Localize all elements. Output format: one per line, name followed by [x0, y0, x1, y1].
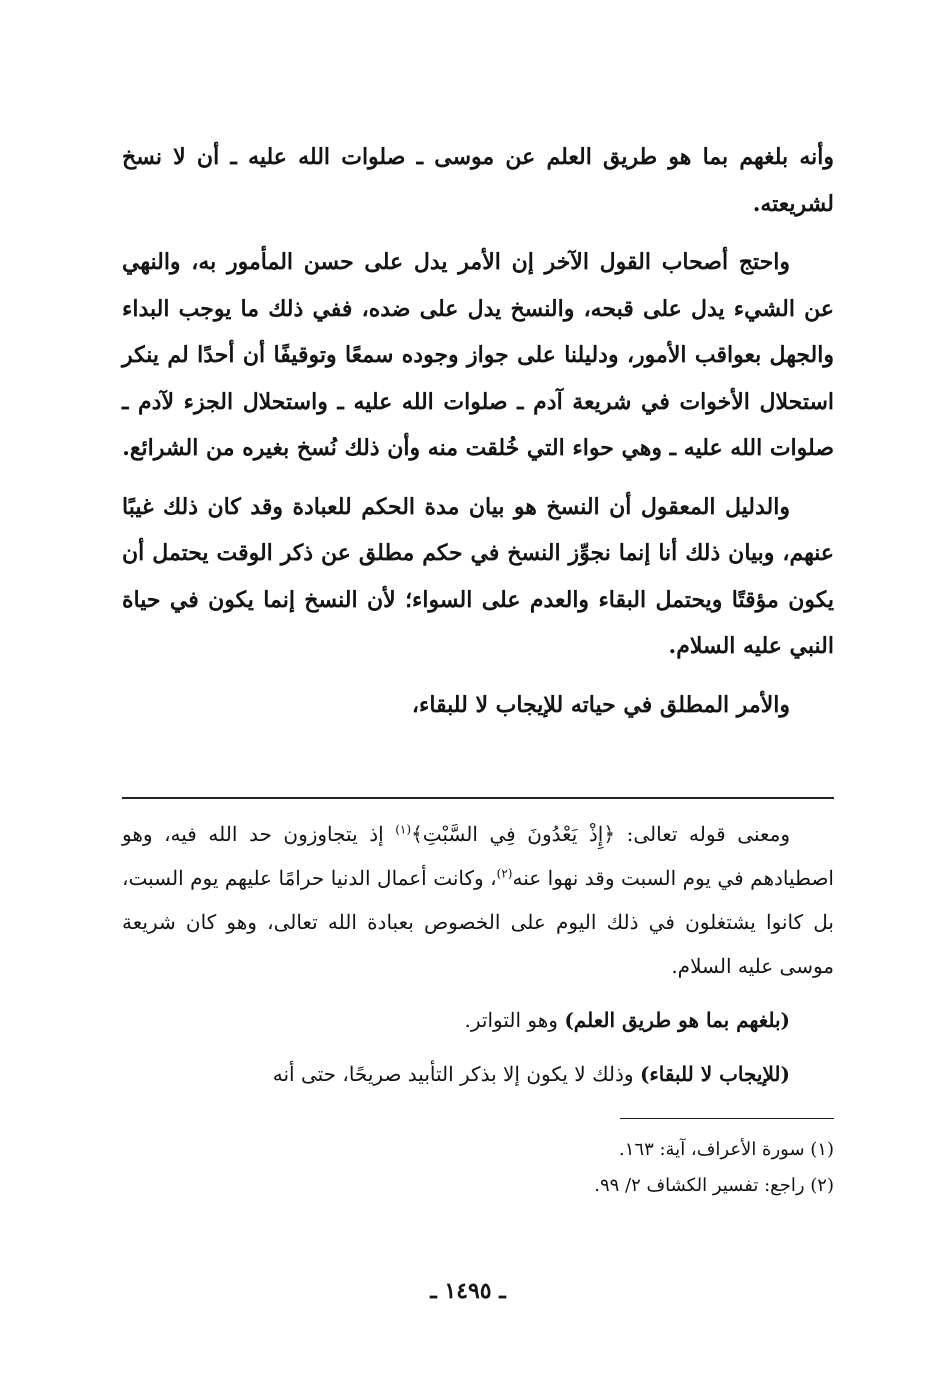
main-text — [122, 134, 834, 740]
commentary — [122, 812, 834, 1106]
commentary-paragraph-3 — [122, 1052, 834, 1096]
footnote-ref-2: (٢) — [496, 866, 513, 881]
commentary-divider — [122, 797, 834, 799]
footnote-divider — [620, 1118, 834, 1119]
main-paragraph-2: واحتج أصحاب القول الآخر إن الأمر يدل على حسن المأمور به، والنهي عن الشيء يدل على قبحه، والنسخ يدل على ضده، ففي ذلك ما يوجب البداء والجهل بعواقب الأمور، ودليلنا على جواز وجوده سمعًا وتوقيفًا أن أحدًا لم ينكر استحلال الأخوات في شريعة آدم ـ صلوات الله عليه ـ واستحلال الجزء لآدم ـ صلوات الله عليه ـ وهي حواء التي خُلقت منه وأن ذلك نُسخ بغيره من الشرائع. — [122, 249, 834, 461]
footnote-ref-1: (١) — [395, 822, 412, 837]
commentary-paragraph-1 — [122, 812, 834, 988]
page-number: ـ ١٤٩٥ ـ — [430, 1278, 506, 1304]
main-paragraph-1: وأنه بلغهم بما هو طريق العلم عن موسى ـ صلوات الله عليه ـ أن لا نسخ لشريعته. — [122, 144, 834, 217]
commentary-text: إذ يتجاوزون حد الله فيه، وهو اصطيادهم في يوم السبت وقد نهوا عنه — [122, 822, 834, 890]
main-paragraph-4: والأمر المطلق في حياته للإيجاب لا للبقاء، — [411, 691, 790, 718]
commentary-text: وهو التواتر. — [464, 1008, 565, 1032]
commentary-paragraph-2 — [122, 998, 834, 1042]
main-paragraph-3: والدليل المعقول أن النسخ هو بيان مدة الحكم للعبادة وقد كان ذلك غيبًا عنهم، وبيان ذلك أنا إنما نجوِّز النسخ في حكم مطلق عن ذكر الوقت يحتمل أن يكون مؤقتًا ويحتمل البقاء والعدم على السواء؛ لأن النسخ إنما يكون في حياة النبي عليه السلام. — [122, 493, 834, 659]
quoted-phrase: (للإيجاب لا للبقاء) — [639, 1062, 790, 1086]
commentary-text: ، وكانت أعمال الدنيا حرامًا عليهم يوم السبت، بل كانوا يشتغلون في ذلك اليوم على الخصوص بعبادة الله تعالى، وهو كان شريعة موسى عليه السلام. — [122, 866, 835, 978]
quoted-phrase: (بلغهم بما هو طريق العلم) — [564, 1008, 790, 1032]
footnote-1: (١) سورة الأعراف، آية: ١٦٣. — [619, 1139, 834, 1160]
footnotes — [122, 1132, 834, 1204]
footnote-2: (٢) راجع: تفسير الكشاف ٢/ ٩٩. — [594, 1175, 834, 1196]
quran-quote: ومعنى قوله تعالى: ﴿إِذْ يَعْدُونَ فِي السَّبْتِ﴾ — [411, 822, 790, 846]
commentary-text: وذلك لا يكون إلا بذكر التأبيد صريحًا، حتى أنه — [272, 1062, 640, 1086]
